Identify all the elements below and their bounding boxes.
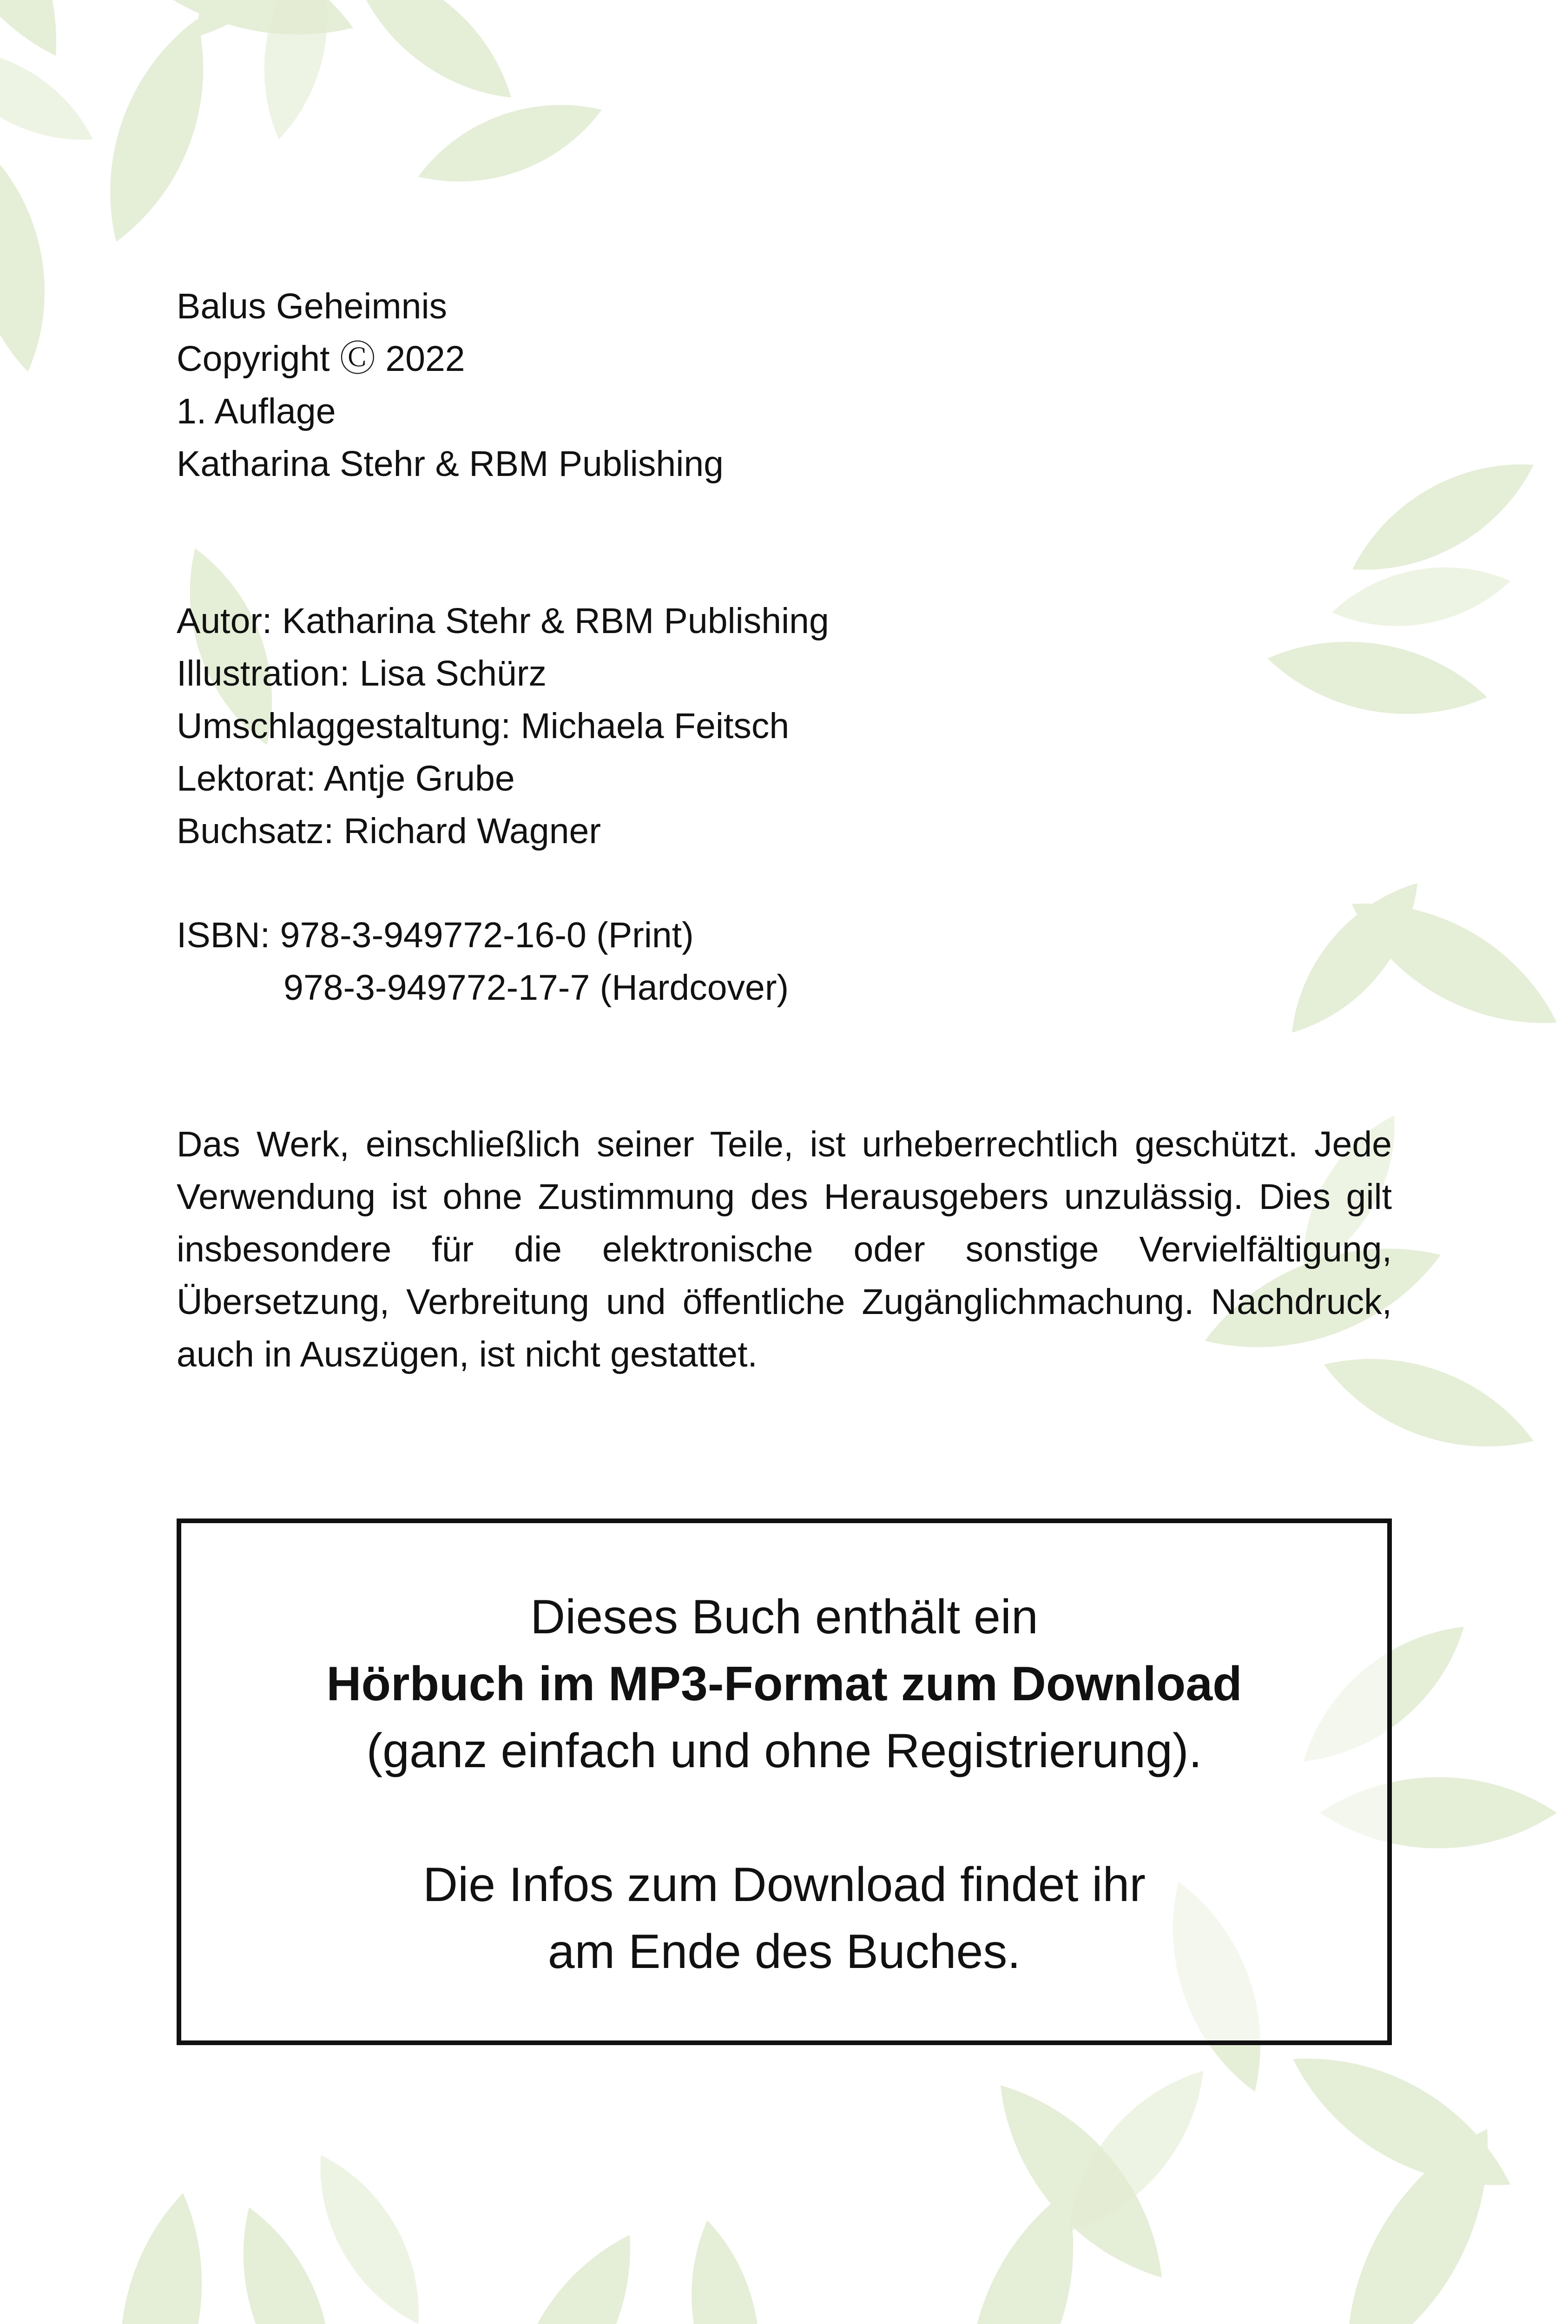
isbn-print: ISBN: 978-3-949772-16-0 (Print): [177, 915, 694, 955]
notice-line-4: Die Infos zum Download findet ihr: [423, 1858, 1146, 1912]
cover-design-credit: Umschlaggestaltung: Michaela Feitsch: [177, 706, 790, 746]
notice-spacer: [181, 1784, 1387, 1851]
edition-line: 1. Auflage: [177, 391, 336, 431]
legal-notice: Das Werk, einschließlich seiner Teile, ist urheberrechtlich geschützt. Jede Verwendung ist ohne Zustimmung des Herausgebers unzulässig. Dies gilt insbesondere für die elektronische oder sonstige Vervielfältigung, Übersetzung, Verbreitung und öffentliche Zugänglichmachung. Nachdruck, auch in Auszügen, ist nicht gestattet.: [177, 1124, 1392, 1374]
editing-credit: Lektorat: Antje Grube: [177, 759, 515, 799]
credits-list: [177, 595, 829, 858]
copyright-line: Copyright Ⓒ 2022: [177, 339, 465, 379]
notice-line-1: Dieses Buch enthält ein: [530, 1590, 1038, 1644]
typesetting-credit: Buchsatz: Richard Wagner: [177, 811, 601, 851]
isbn-hardcover: 978-3-949772-17-7 (Hardcover): [283, 968, 789, 1008]
notice-line-5: am Ende des Buches.: [547, 1925, 1021, 1979]
colophon-header: [177, 280, 724, 490]
notice-audiobook-highlight: Hörbuch im MP3-Format zum Download: [326, 1657, 1242, 1711]
publisher-line: Katharina Stehr & RBM Publishing: [177, 444, 724, 484]
isbn-block: [177, 909, 789, 1014]
author-credit: Autor: Katharina Stehr & RBM Publishing: [177, 601, 829, 641]
notice-line-3: (ganz einfach und ohne Registrierung).: [366, 1724, 1202, 1778]
book-title: Balus Geheimnis: [177, 286, 448, 326]
illustration-credit: Illustration: Lisa Schürz: [177, 654, 547, 693]
audiobook-notice-box: [177, 1519, 1392, 2045]
